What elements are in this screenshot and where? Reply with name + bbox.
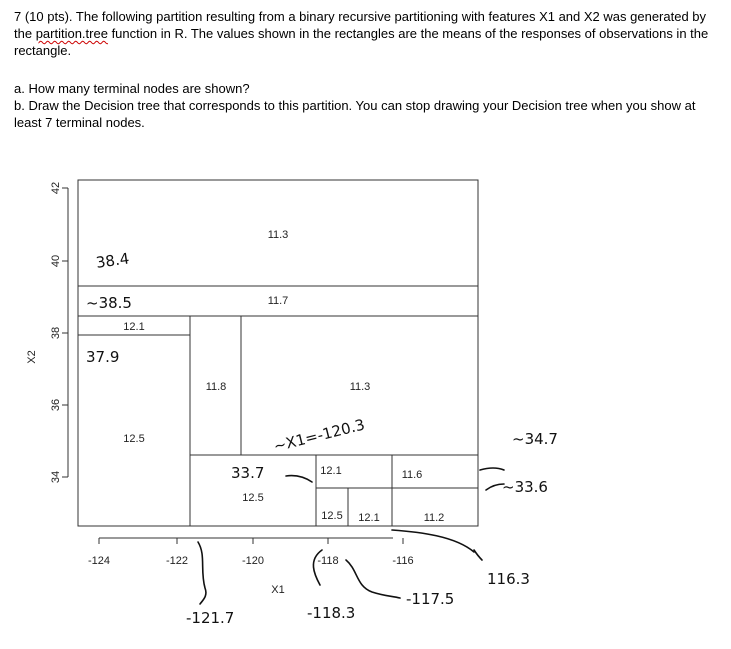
x-tick-label: -120 — [241, 555, 265, 567]
y-tick-label: 34 — [50, 470, 62, 484]
y-tick-label: 42 — [50, 181, 62, 195]
region-mean-label: 12.5 — [123, 433, 145, 445]
handwritten-note: ~38.5 — [86, 294, 132, 312]
y-axis — [62, 188, 68, 477]
region-mean-label: 11.7 — [267, 295, 289, 307]
x-tick-label: -124 — [87, 555, 111, 567]
y-tick-label: 36 — [50, 398, 62, 412]
x-axis-label: X1 — [271, 584, 285, 596]
region-mean-label: 11.3 — [267, 229, 289, 241]
x-axis — [99, 538, 403, 544]
handwritten-note: 33.7 — [231, 464, 265, 482]
y-tick-label: 40 — [50, 254, 62, 268]
region-mean-label: 12.1 — [358, 512, 380, 524]
handwritten-note: -118.3 — [307, 604, 356, 622]
y-axis-label: X2 — [26, 350, 38, 364]
handwritten-note: ~33.6 — [502, 478, 548, 496]
pen-stroke — [480, 468, 504, 470]
region-mean-label: 12.1 — [123, 321, 145, 333]
region-mean-label: 12.5 — [321, 510, 343, 522]
region-mean-label: 12.1 — [320, 465, 342, 477]
question-intro-prefix: 7 (10 pts). The following partition resulting from a binary recursive partitioning with features X1 and X2 was generated by the — [14, 9, 707, 41]
pen-stroke — [392, 530, 474, 552]
handwritten-note: -121.7 — [186, 609, 235, 627]
handwriting — [86, 249, 558, 627]
region-mean-label: 11.8 — [205, 381, 227, 393]
y-tick-label: 38 — [50, 326, 62, 340]
region-mean-label: 11.2 — [423, 512, 445, 524]
handwritten-note: 38.4 — [94, 249, 131, 272]
handwritten-note: -117.5 — [406, 590, 455, 608]
x-tick-label: -116 — [392, 555, 414, 567]
pen-stroke — [198, 542, 206, 604]
part-a-text: a. How many terminal nodes are shown? — [14, 81, 250, 96]
region-mean-label: 11.3 — [349, 381, 371, 393]
handwritten-note: 37.9 — [86, 348, 120, 366]
handwritten-note: 116.3 — [487, 570, 530, 588]
part-b-text: b. Draw the Decision tree that corresponds to this partition. You can stop drawing your Decision tree when you show at least 7 terminal nodes. — [14, 98, 696, 130]
pen-stroke — [286, 476, 312, 482]
pen-stroke — [474, 550, 482, 560]
region-mean-label: 11.6 — [401, 469, 423, 481]
partition-tree-link-text: partition.tree — [35, 26, 108, 41]
region-mean-label: 12.5 — [242, 492, 264, 504]
handwritten-note: ~34.7 — [512, 430, 558, 448]
handwritten-note: ~X1=-120.3 — [271, 415, 367, 456]
question-intro-suffix: function in R. The values shown in the rectangles are the means of the responses of observations in the rectangle. — [14, 26, 709, 58]
x-tick-label: -118 — [317, 555, 339, 567]
x-tick-label: -122 — [165, 555, 189, 567]
